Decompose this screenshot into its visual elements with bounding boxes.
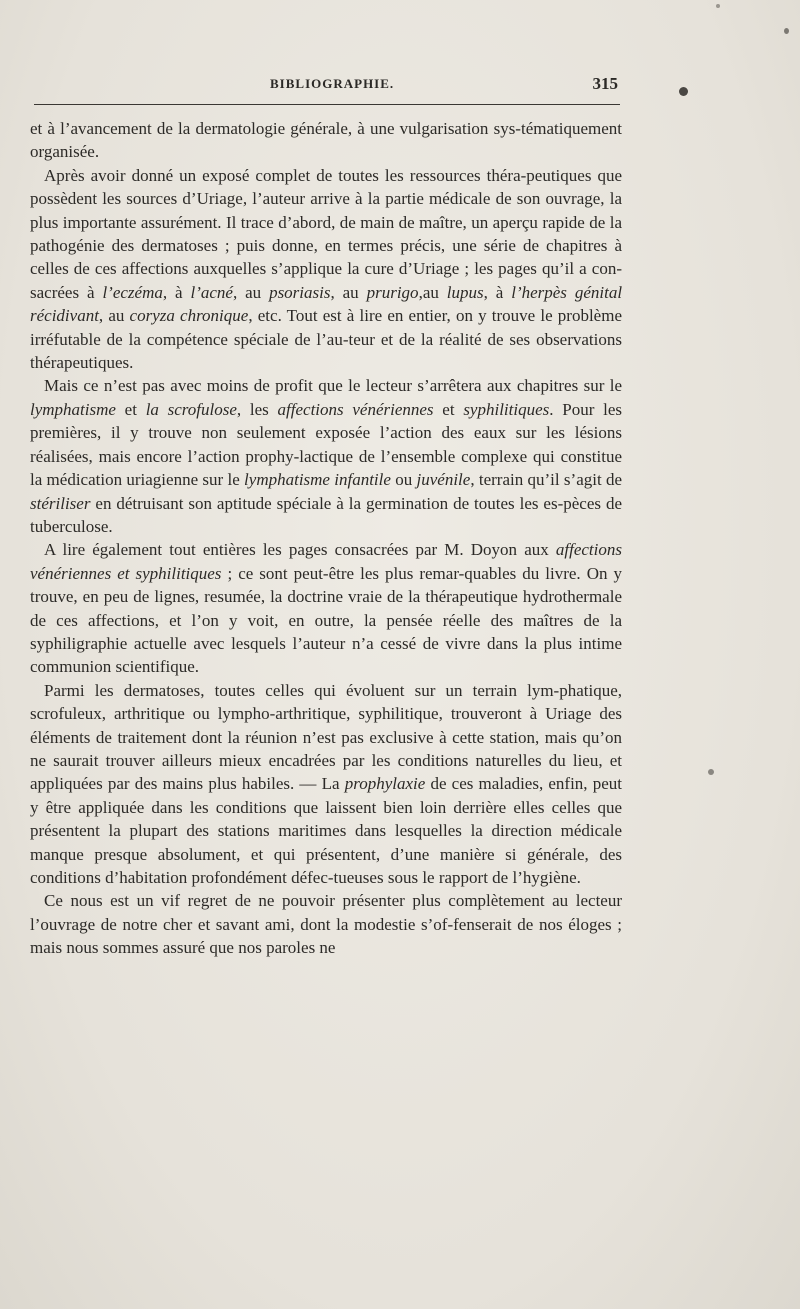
text-run: Après avoir donné un exposé complet de toutes les ressources théra-peutiques que possèdent les sources d’Uriage, l’auteur arrive à la partie médicale de son ouvrage, la plus importante assurément. Il trace d’abord, de main de maître, un aperçu rapide de la pathogénie des dermatoses ; puis donne, en termes précis, une série de chapitres à celles de ces affections auxquelles s’applique la cure d’Uriage ; les pages qu’il a con-sacrées à <box>30 165 622 302</box>
text-run: , etc. Tout est à lire en entier, on y trouve le problème irréfutable de la compétence spéciale de l’au-teur et de la réalité de ses observations thérapeutiques. <box>30 306 623 373</box>
italic-term: lymphatisme infantile <box>244 470 391 490</box>
page-number: 315 <box>592 74 618 93</box>
text-run: et <box>115 399 146 419</box>
page-header <box>34 74 618 98</box>
text-run: ,au <box>418 282 447 302</box>
italic-term: la scrofulose <box>145 399 237 419</box>
italic-term: psoriasis <box>269 282 331 302</box>
italic-term: affections vénériennes <box>277 399 434 419</box>
text-run: et <box>433 399 464 419</box>
text-run: Parmi les dermatoses, toutes celles qui évoluent sur un terrain lym-phatique, scrofuleux, arthritique ou lympho-arthritique, syphilitique, trouveront à Uriage des éléments de traitement dont la réunion n’est pas exclusive à cette station, mais qu’on ne saurait trouver ailleurs mieux encadrées par les conditions naturelles du lieu, et appliquées par des mains plus habiles. — La <box>30 680 622 794</box>
text-run: ou <box>390 470 417 490</box>
italic-term: lymphatisme <box>30 399 116 419</box>
text-run: de ces maladies, enfin, peut y être appliquée dans les conditions que laissent bien loin derrière elles celles que présentent la plupart des stations maritimes dans lesquelles la direction médicale manque presque absolument, et qui présentent, d’une manière si générale, des conditions d’habitation profondément défec-tueuses sous le rapport de l’hygiène. <box>30 774 622 887</box>
text-run: en détruisant son aptitude spéciale à la germination de toutes les es-pèces de tuberculose. <box>30 493 622 536</box>
text-run: , au <box>98 306 130 326</box>
italic-term: prophylaxie <box>344 774 426 794</box>
text-run: et à l’avancement de la dermatologie générale, à une vulgarisation sys-tématiquement organisée. <box>30 119 622 162</box>
running-title: BIBLIOGRAPHIE. <box>270 76 395 91</box>
ink-speck <box>784 28 789 34</box>
text-run: Ce nous est un vif regret de ne pouvoir présenter plus complètement au lecteur l’ouvrage de notre cher et savant ami, dont la modestie s’of-fenserait de nos éloges ; mais nous sommes assuré que nos paroles ne <box>30 891 622 958</box>
italic-term: l’eczéma <box>102 282 163 302</box>
italic-term: syphilitiques <box>463 399 550 419</box>
text-run: Mais ce n’est pas avec moins de profit que le lecteur s’arrêtera aux chapitres sur le <box>44 376 622 396</box>
text-run: , les <box>236 399 278 419</box>
paragraph <box>30 538 622 678</box>
body-text <box>30 117 622 960</box>
italic-term: l’acné <box>190 282 233 302</box>
italic-term: stériliser <box>30 493 91 513</box>
paragraph <box>30 164 622 375</box>
text-run: , à <box>162 282 191 302</box>
text-run: , au <box>232 282 270 302</box>
ink-speck <box>708 769 714 775</box>
paragraph <box>30 889 622 959</box>
ink-speck <box>716 4 720 8</box>
text-run: , à <box>483 282 512 302</box>
italic-term: prurigo <box>366 282 419 302</box>
italic-term: affections vénériennes et syphilitiques <box>30 540 622 583</box>
text-run: . Pour les premières, il y trouve non seulement exposée l’action des eaux sur les lésions réalisées, mais encore l’action prophy-lactique de l’ensemble complexe qui constitue la médication uriagienne sur le <box>30 399 622 490</box>
header-rule <box>34 104 620 105</box>
ink-speck <box>679 87 688 96</box>
text-run: , terrain qu’il s’agit de <box>470 470 623 490</box>
italic-term: l’herpès génital récidivant <box>30 282 623 326</box>
paragraph <box>30 679 622 890</box>
text-run: A lire également tout entières les pages consacrées par M. Doyon aux <box>44 540 556 560</box>
italic-term: lupus <box>446 282 484 302</box>
paragraph <box>30 374 622 538</box>
italic-term: juvénile <box>416 470 471 490</box>
paragraph <box>30 117 622 164</box>
text-run: ; ce sont peut-être les plus remar-quables du livre. On y trouve, en peu de lignes, resumée, la doctrine vraie de la thérapeutique hydrothermale de ces affections, et l’on y voit, en outre, la pensée réelle des maîtres de la syphiligraphie actuelle avec lesquels l’auteur n’a cessé de vivre dans la plus intime communion scientifique. <box>30 563 622 677</box>
italic-term: coryza chronique <box>129 306 249 326</box>
text-run: , au <box>330 282 367 302</box>
